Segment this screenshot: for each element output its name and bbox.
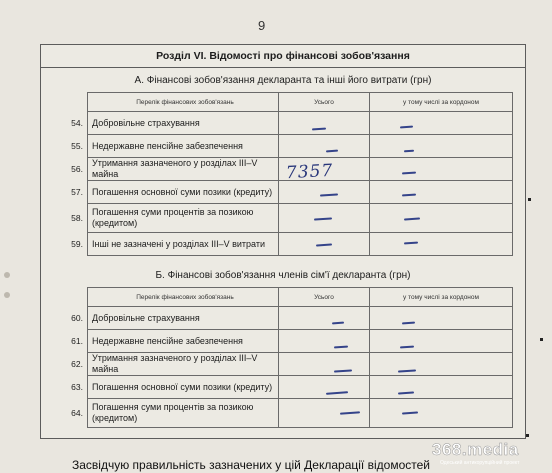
part-b-table [61,287,513,428]
page-number: 9 [258,18,266,33]
row-label: Недержавне пенсійне забезпечення [88,135,279,158]
row-label: Погашення основної суми позики (кредиту) [88,181,279,204]
row-number: 59. [61,233,88,256]
row-number: 54. [61,112,88,135]
abroad-cell [370,181,513,204]
row-number: 63. [61,376,88,399]
row-label: Недержавне пенсійне забезпечення [88,330,279,353]
table-row [61,181,513,204]
abroad-cell [370,399,513,428]
row-number: 60. [61,307,88,330]
binding-hole [4,272,10,278]
scan-mark [540,338,543,341]
total-cell [279,112,370,135]
abroad-cell [370,233,513,256]
handwritten-value: 7357 [285,160,334,184]
table-row [61,112,513,135]
abroad-cell [370,135,513,158]
total-cell [279,376,370,399]
row-number: 57. [61,181,88,204]
part-b-title: Б. Фінансові зобов'язання членів сім'ї декларанта (грн) [155,270,411,281]
table-row [61,376,513,399]
row-number: 61. [61,330,88,353]
row-label: Утримання зазначеного у розділах III–V майна [88,353,279,376]
row-label: Погашення основної суми позики (кредиту) [88,376,279,399]
binding-hole [4,292,10,298]
table-row [61,204,513,233]
column-header: Усього [279,93,370,112]
abroad-cell [370,204,513,233]
table-row [61,307,513,330]
row-number: 55. [61,135,88,158]
scan-mark [526,434,529,437]
total-cell [279,353,370,376]
row-number: 58. [61,204,88,233]
scan-mark [528,198,531,201]
abroad-cell [370,353,513,376]
row-label: Інші не зазначені у розділах III–V витрати [88,233,279,256]
table-row [61,135,513,158]
abroad-cell [370,112,513,135]
watermark-logo [432,440,552,470]
abroad-cell [370,158,513,181]
section-vi-frame [40,44,526,439]
column-header: Перелік фінансових зобов'язань [88,288,279,307]
row-number: 64. [61,399,88,428]
total-cell [279,307,370,330]
abroad-cell [370,376,513,399]
row-label: Погашення суми процентів за позикою (кредитом) [88,204,279,233]
abroad-cell [370,330,513,353]
row-label: Утримання зазначеного у розділах III–V майна [88,158,279,181]
table-header-row [61,288,513,307]
section-title: Розділ VI. Відомості про фінансові зобов'язання [41,45,525,68]
abroad-cell [370,307,513,330]
column-header: Усього [279,288,370,307]
watermark-brand: 368.media [432,440,519,459]
table-row [61,330,513,353]
column-header: у тому числі за кордоном [370,288,513,307]
table-row [61,353,513,376]
column-header: у тому числі за кордоном [370,93,513,112]
table-row [61,233,513,256]
attestation-text: Засвідчую правильність зазначених у цій Декларації відомостей [72,458,430,472]
table-header-row [61,93,513,112]
row-number: 62. [61,353,88,376]
row-label: Добровільне страхування [88,112,279,135]
table-row [61,399,513,428]
part-a-title: А. Фінансові зобов'язання декларанта та інші його витрати (грн) [134,75,432,86]
row-number: 56. [61,158,88,181]
row-label: Добровільне страхування [88,307,279,330]
total-cell [279,330,370,353]
column-header: Перелік фінансових зобов'язань [88,93,279,112]
row-label: Погашення суми процентів за позикою (кредитом) [88,399,279,428]
total-cell [279,135,370,158]
total-cell [279,181,370,204]
watermark-subtitle: Одеський антикорупційний проект [440,460,520,466]
